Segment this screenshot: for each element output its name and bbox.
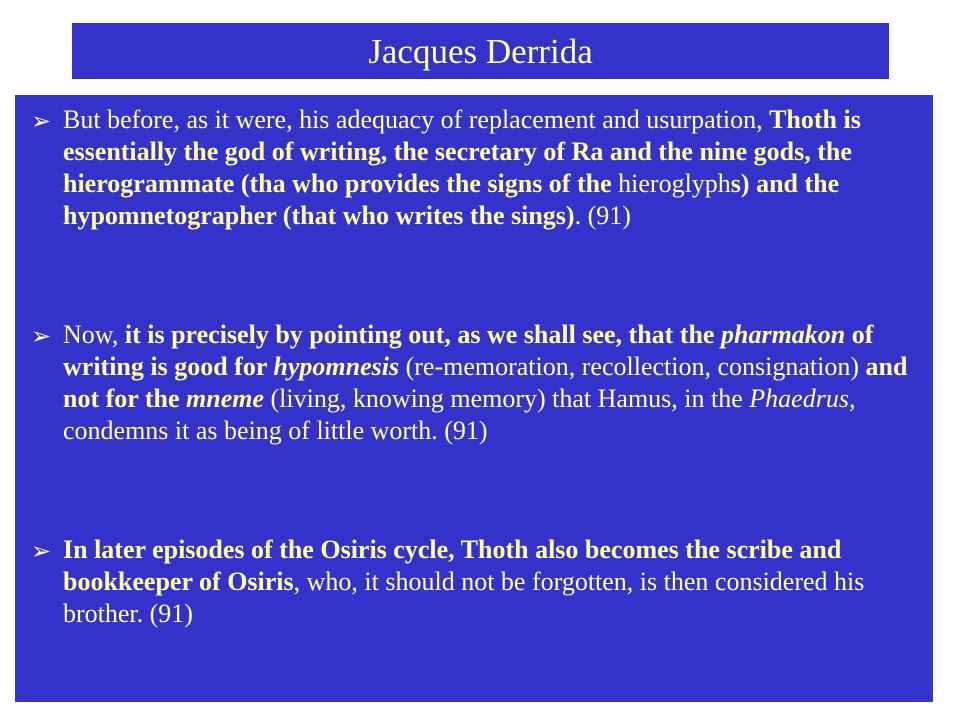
text-run: . (91): [574, 201, 631, 230]
text-run: (re-memoration, recollection, consignation): [399, 352, 866, 381]
text-run: Phaedrus: [749, 384, 849, 413]
text-run: , who, it should not be forgotten, is then considered his brother. (91): [63, 567, 865, 628]
arrow-bullet-icon: ➢: [31, 107, 52, 135]
bullet-item-3: [31, 534, 921, 630]
text-run: Thoth is essentially the god of writing, the secretary of Ra and the nine gods, the hierogrammate (tha who provides the signs of the: [63, 105, 861, 198]
arrow-bullet-icon: ➢: [31, 537, 52, 565]
bullet-text-3: [63, 534, 921, 630]
title-bar: [72, 23, 889, 79]
page-title: Jacques Derrida: [368, 31, 593, 71]
text-run: (living, knowing memory) that Hamus, in the: [264, 384, 750, 413]
text-run: But before, as it were, his adequacy of replacement and usurpation,: [63, 105, 770, 134]
bullet-text-1: [63, 104, 921, 232]
text-run: hieroglyph: [618, 169, 731, 198]
text-run: In later episodes of the Osiris cycle, Thoth also becomes the scribe and bookkeeper of Osiris: [63, 535, 842, 596]
text-run: it is precisely by pointing out, as we shall see, that the: [124, 320, 721, 349]
text-run: pharmakon: [720, 320, 846, 349]
text-run: hypomnesis: [273, 352, 400, 381]
bullet-item-2: [31, 319, 921, 447]
text-run: and not for the: [63, 352, 908, 413]
text-run: s) and the hypomnetographer (that who writes the sings): [63, 169, 840, 230]
slide-body: [15, 95, 933, 702]
text-run: , condemns it as being of little worth. (91): [63, 384, 856, 445]
bullet-text-2: [63, 319, 921, 447]
arrow-bullet-icon: ➢: [31, 322, 52, 350]
text-run: mneme: [186, 384, 265, 413]
text-run: Now,: [63, 320, 125, 349]
bullet-item-1: [31, 104, 921, 232]
text-run: of writing is good for: [63, 320, 874, 381]
